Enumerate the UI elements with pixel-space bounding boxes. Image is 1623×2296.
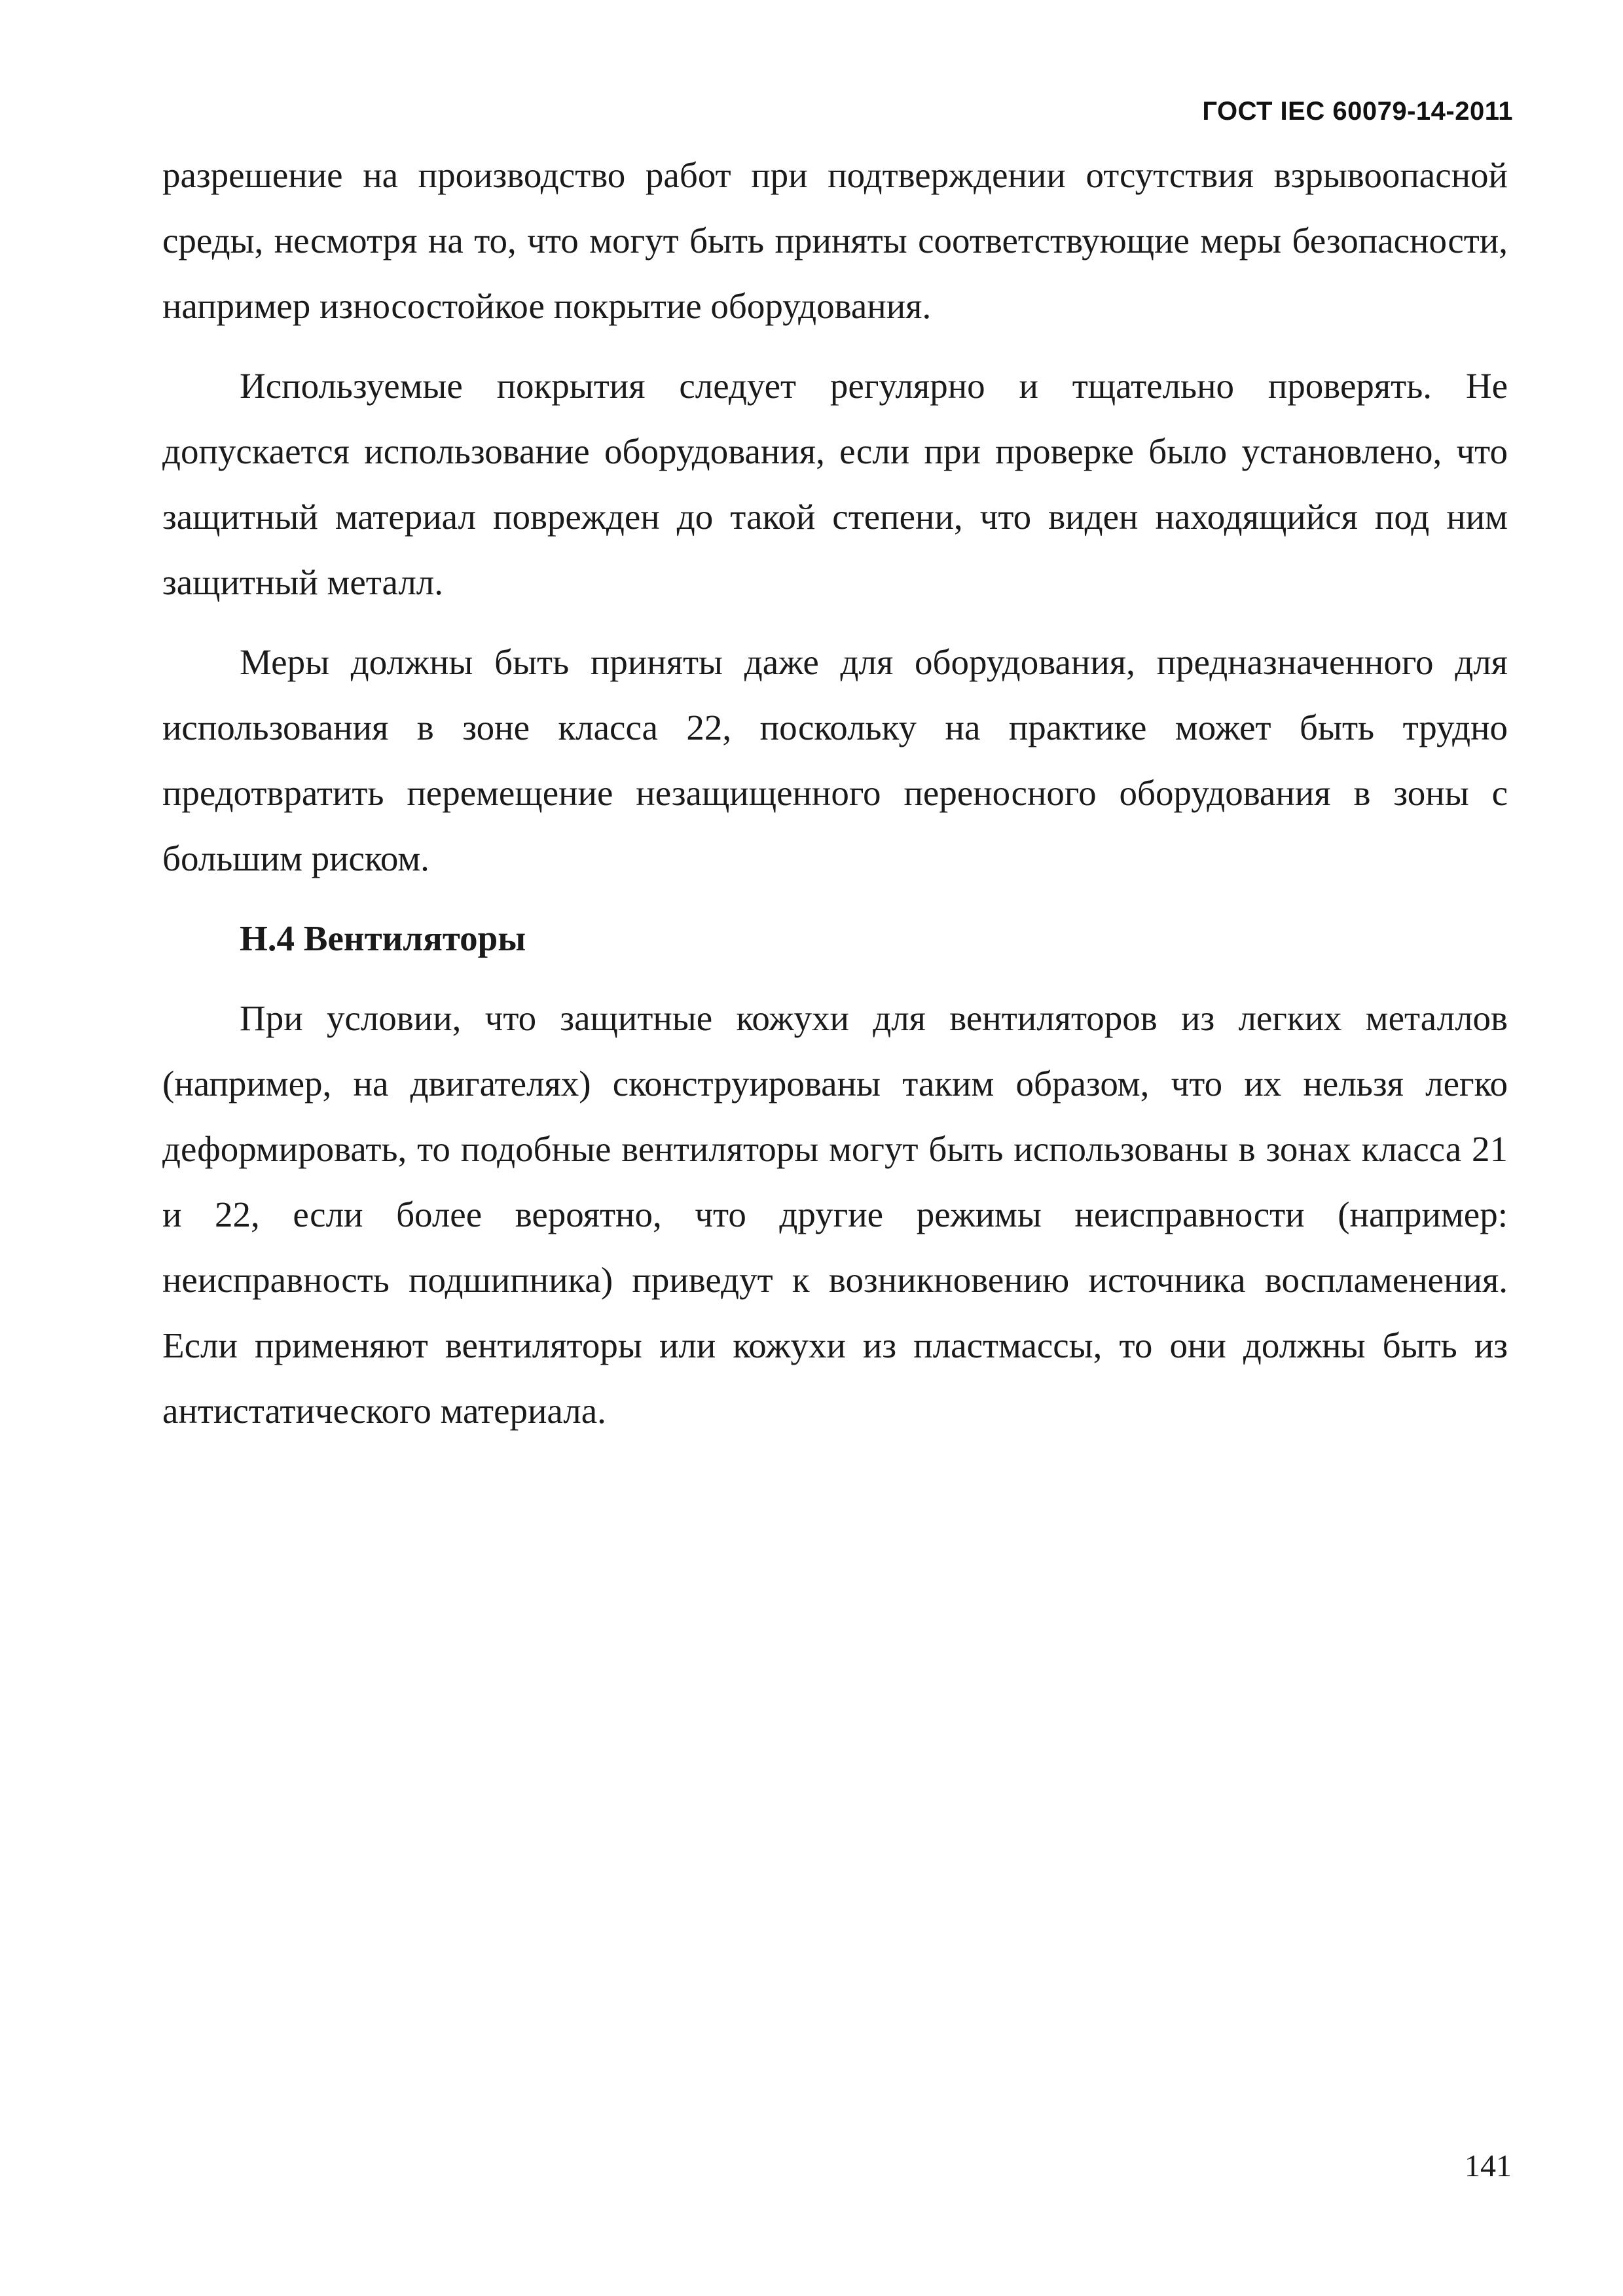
paragraph-zone-22-measures: Меры должны быть приняты даже для оборудования, предназначенного для использования в зоне класса 22, поскольку на практике может быть трудно предотвратить перемещение незащищенного переносного оборудования в зоны с большим риском. — [162, 642, 1508, 878]
body-text — [162, 143, 1508, 1458]
paragraph-coatings-inspection: Используемые покрытия следует регулярно и тщательно проверять. Не допускается использование оборудования, если при проверке было установлено, что защитный материал поврежден до такой степени, что виден находящийся под ним защитный металл. — [162, 366, 1508, 602]
page-number: 141 — [1465, 2149, 1512, 2183]
standard-header: ГОСТ IEC 60079-14-2011 — [1202, 97, 1513, 126]
section-heading: Н.4 Вентиляторы — [240, 918, 526, 958]
paragraph-fans: При условии, что защитные кожухи для вентиляторов из легких металлов (например, на двигателях) сконструированы таким образом, что их нельзя легко деформировать, то подобные вентиляторы могут быть использованы в зонах класса 21 и 22, если более вероятно, что другие режимы неисправности (например: неисправность подшипника) приведут к возникновению источника воспламенения. Если применяют вентиляторы или кожухи из пластмассы, то они должны быть из антистатического материала. — [162, 998, 1508, 1431]
paragraph-continuation: разрешение на производство работ при подтверждении отсутствия взрывоопасной среды, несмотря на то, что могут быть приняты соответствующие меры безопасности, например износостойкое покрытие оборудования. — [162, 155, 1508, 326]
